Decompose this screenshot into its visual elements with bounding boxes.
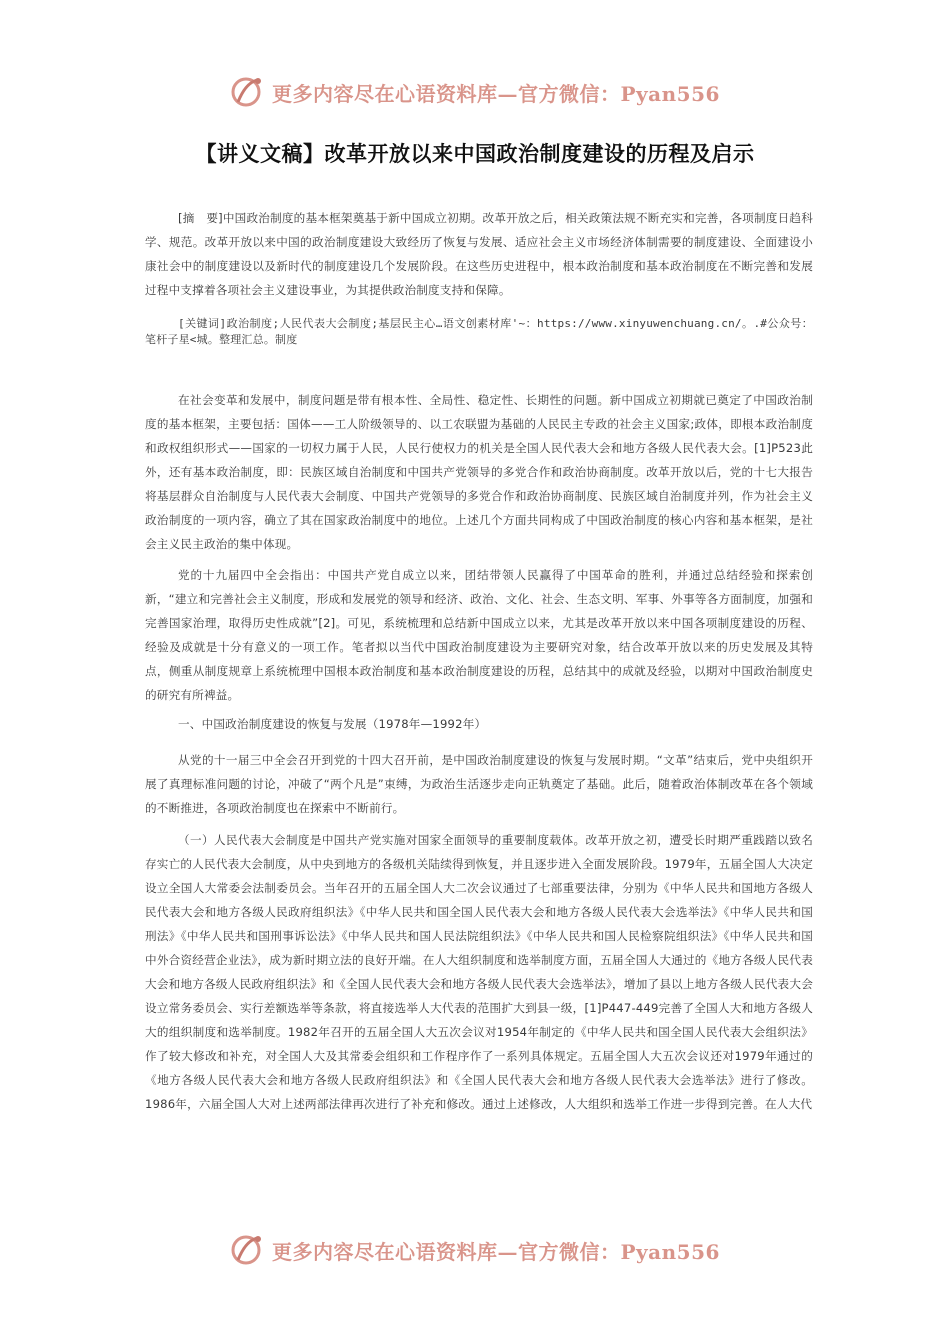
logo-icon xyxy=(228,1230,268,1270)
abstract-paragraph: [摘 要]中国政治制度的基本框架奠基于新中国成立初期。改革开放之后，相关政策法规不断充实和完善，各项制度日趋科学、规范。改革开放以来中国的政治制度建设大致经历了恢复与发展、适应社会主义市场经济体制需要的制度建设、全面建设小康社会中的制度建设以及新时代的制度建设几个发展阶段。在这些历史进程中，根本政治制度和基本政治制度在不断完善和发展过程中支撑着各项社会主义建设事业，为其提供政治制度支持和保障。 xyxy=(145,211,813,297)
section-heading-1: 一、中国政治制度建设的恢复与发展（1978年—1992年） xyxy=(178,717,487,731)
document-title: 【讲义文稿】改革开放以来中国政治制度建设的历程及启示 xyxy=(195,142,755,166)
body-paragraph-2: 党的十九届四中全会指出：中国共产党自成立以来，团结带领人民赢得了中国革命的胜利，并通过总结经验和探索创新，“建立和完善社会主义制度，形成和发展党的领导和经济、政治、文化、社会、生态文明、军事、外事等各方面制度，加强和完善国家治理，取得历史性成就”[2]。可见，系统梳理和总结新中国成立以来，尤其是改革开放以来中国各项制度建设的历程、经验及成就是十分有意义的一项工作。笔者拟以当代中国政治制度建设为主要研究对象，结合改革开放以来的历史发展及其特点，侧重从制度规章上系统梳理中国根本政治制度和基本政治制度建设的历程，总结其中的成就及经验，以期对中国政治制度史的研究有所裨益。 xyxy=(145,568,813,702)
top-watermark-banner xyxy=(228,72,728,112)
banner-text: 更多内容尽在心语资料库—官方微信：Pyan556 xyxy=(272,81,720,106)
logo-icon xyxy=(228,72,268,112)
body-paragraph-1: 在社会变革和发展中，制度问题是带有根本性、全局性、稳定性、长期性的问题。新中国成立初期就已奠定了中国政治制度的基本框架，主要包括：国体——工人阶级领导的、以工农联盟为基础的人民民主专政的社会主义国家;政体，即根本政治制度和政权组织形式——国家的一切权力属于人民，人民行使权力的机关是全国人民代表大会和地方各级人民代表大会。[1]P523此外，还有基本政治制度，即：民族区域自治制度和中国共产党领导的多党合作和政治协商制度。改革开放以后，党的十七大报告将基层群众自治制度与人民代表大会制度、中国共产党领导的多党合作和政治协商制度、民族区域自治制度并列，作为社会主义政治制度的一项内容，确立了其在国家政治制度中的地位。上述几个方面共同构成了中国政治制度的核心内容和基本框架，是社会主义民主政治的集中体现。 xyxy=(145,393,813,551)
body-paragraph-3: 从党的十一届三中全会召开到党的十四大召开前，是中国政治制度建设的恢复与发展时期。“文革”结束后，党中央组织开展了真理标准问题的讨论，冲破了“两个凡是”束缚，为政治生活逐步走向正轨奠定了基础。此后，随着政治体制改革在各个领域的不断推进，各项政治制度也在探索中不断前行。 xyxy=(145,753,813,815)
keywords-paragraph: [关键词]政治制度;人民代表大会制度;基层民主心…语文创素材库'~：https://www.xinyuwenchuang.cn/。.#公众号：笔杆子星<城。整理汇总。制度 xyxy=(145,317,813,346)
banner-text: 更多内容尽在心语资料库—官方微信：Pyan556 xyxy=(272,1239,720,1264)
body-paragraph-4: （一）人民代表大会制度是中国共产党实施对国家全面领导的重要制度载体。改革开放之初，遭受长时期严重践踏以致名存实亡的人民代表大会制度，从中央到地方的各级机关陆续得到恢复，并且逐步进入全面发展阶段。1979年，五届全国人大决定设立全国人大常委会法制委员会。当年召开的五届全国人大二次会议通过了七部重要法律，分别为《中华人民共和国地方各级人民代表大会和地方各级人民政府组织法》《中华人民共和国全国人民代表大会和地方各级人民代表大会选举法》《中华人民共和国刑法》《中华人民共和国刑事诉讼法》《中华人民共和国人民法院组织法》《中华人民共和国人民检察院组织法》《中华人民共和国中外合资经营企业法》，成为新时期立法的良好开端。在人大组织制度和选举制度方面，五届全国人大通过的《地方各级人民代表大会和地方各级人民政府组织法》和《全国人民代表大会和地方各级人民代表大会选举法》，增加了县以上地方各级人民代表大会设立常务委员会、实行差额选举等条款，将直接选举人大代表的范围扩大到县一级，[1]P447-449完善了全国人大和地方各级人大的组织制度和选举制度。1982年召开的五届全国人大五次会议对1954年制定的《中华人民共和国全国人民代表大会组织法》作了较大修改和补充，对全国人大及其常委会组织和工作程序作了一系列具体规定。五届全国人大五次会议还对1979年通过的《地方各级人民代表大会和地方各级人民政府组织法》和《全国人民代表大会和地方各级人民代表大会选举法》进行了修改。1986年，六届全国人大对上述两部法律再次进行了补充和修改。通过上述修改，人大组织和选举工作进一步得到完善。在人大代 xyxy=(145,833,813,1111)
bottom-watermark-banner xyxy=(228,1230,728,1270)
